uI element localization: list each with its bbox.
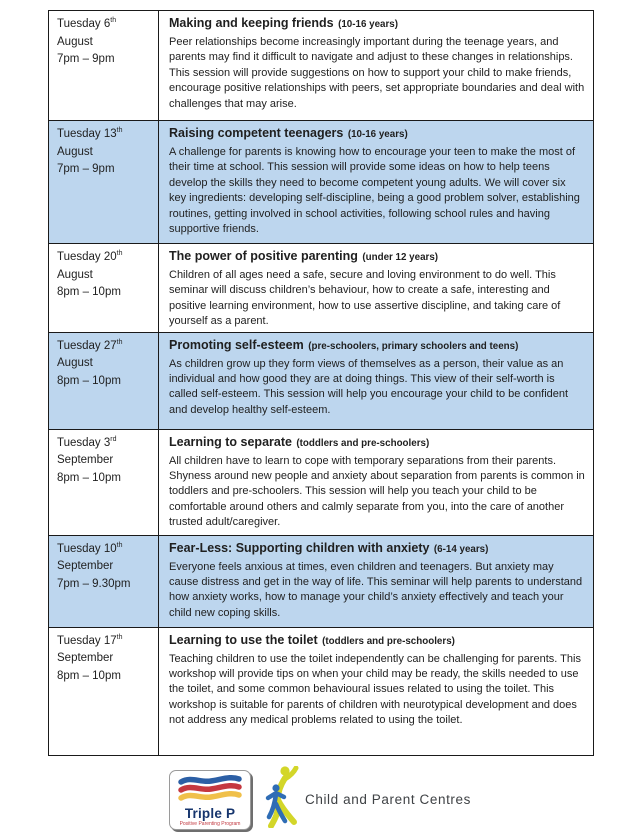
date-ordinal-suffix: th: [116, 633, 123, 641]
session-date-cell: [49, 332, 159, 429]
session-title-line: [169, 337, 585, 355]
session-time: 7pm – 9pm: [57, 53, 115, 65]
session-day-text: Tuesday 20: [57, 251, 117, 263]
session-day-text: Tuesday 13: [57, 128, 117, 140]
table-row: [49, 121, 594, 244]
session-title-line: [169, 248, 585, 266]
session-month: August: [57, 268, 93, 281]
session-title-line: [169, 540, 585, 558]
child-and-parent-centres-label: Child and Parent Centres: [305, 792, 471, 807]
table-row: [49, 332, 594, 429]
session-date-cell: [49, 121, 159, 244]
session-day: [57, 16, 154, 34]
session-age-range: (6-14 years): [433, 543, 489, 555]
date-ordinal-suffix: th: [116, 338, 123, 346]
session-time: 8pm – 10pm: [57, 374, 121, 387]
session-time: 8pm – 10pm: [57, 669, 121, 682]
session-age-range: (pre-schoolers, primary schoolers and teens): [308, 340, 519, 352]
session-day: [57, 126, 154, 144]
triple-p-wordmark: Triple P: [184, 805, 236, 821]
seminar-schedule-table: [48, 10, 594, 756]
session-description: Everyone feels anxious at times, even children and teenagers. But anxiety may cause distress and get in the way of life. This seminar will help parents to understand how anxiety works, how to manage your child’s anxiety effectively and teach your child new coping skills.: [169, 560, 583, 619]
table-row: [49, 429, 594, 535]
session-month: September: [57, 560, 114, 573]
table-row: [49, 11, 594, 121]
session-title: Raising competent teenagers: [169, 126, 344, 140]
session-description: Peer relationships become increasingly important during the teenage years, and parents may find it difficult to navigate and adjust to these changes in relationships. This session will provide suggestions on how to support your child to make friends, encourage positive relationships with peers, set appropriate boundaries and deal with challenges that may arise.: [169, 36, 585, 110]
session-description: All children have to learn to cope with temporary separations from their parents. Shyness around new people and anxiety about separation from parents is common in toddlers and pre-schoolers. This session will help you teach your child to be comfortable around others and calmly separate from you, into the care of another trusted adult/caregiver.: [169, 454, 585, 529]
session-details-cell: [159, 121, 594, 244]
session-time: 7pm – 9pm: [57, 163, 115, 175]
session-age-range: (toddlers and pre-schoolers): [296, 437, 430, 449]
session-description: Teaching children to use the toilet independently can be challenging for parents. This workshop will provide tips on when your child may be ready, the skills needed to use the toilet, and some common behavioural issues related to using the toilet. This workshop is suitable for parents of children with neurotypical development and does not address any medical problems related to using the toilet.: [169, 652, 581, 727]
table-row: [49, 535, 594, 627]
date-ordinal-suffix: th: [116, 541, 123, 549]
session-time: 8pm – 10pm: [57, 286, 121, 298]
session-details-cell: [159, 627, 594, 755]
session-day-text: Tuesday 27: [57, 339, 117, 352]
session-title-line: [169, 434, 585, 452]
session-day: [57, 541, 154, 559]
session-time: 8pm – 10pm: [57, 471, 121, 484]
session-title: Learning to separate: [169, 434, 292, 449]
table-row: [49, 627, 594, 755]
date-ordinal-suffix: th: [116, 127, 123, 135]
session-title-line: [169, 125, 585, 143]
session-day: [57, 338, 154, 356]
footer-logos: [0, 766, 640, 833]
triple-p-tagline: Positive Parenting Program: [179, 820, 241, 827]
session-date-cell: [49, 244, 159, 333]
session-day-text: Tuesday 17: [57, 634, 117, 647]
session-description: Children of all ages need a safe, secure and loving environment to do well. This seminar will discuss children’s behaviour, how to create a safe, interesting and positive learning environment, how to use assertive discipline, and taking care of yourself as a parent.: [169, 269, 561, 328]
session-age-range: (10-16 years): [338, 19, 398, 30]
date-ordinal-suffix: th: [110, 17, 117, 25]
triple-p-waves-icon: [177, 774, 243, 807]
session-month: September: [57, 454, 114, 467]
session-time: 7pm – 9.30pm: [57, 577, 131, 590]
session-day: [57, 435, 154, 453]
session-details-cell: [159, 332, 594, 429]
triple-p-logo: [169, 770, 251, 830]
session-description: A challenge for parents is knowing how to encourage your teen to make the most of their time at school. This session will provide some ideas on how to help teens develop the skills they need to become competent young adults. We will cover six key ingredients: developing self-discipline, being a good problem solver, establishing routines, getting involved in school activities, following school rules and having supportive friends.: [169, 146, 580, 236]
session-title-line: [169, 15, 585, 33]
date-ordinal-suffix: th: [116, 250, 123, 258]
session-age-range: (10-16 years): [347, 129, 408, 140]
date-ordinal-suffix: rd: [110, 435, 117, 443]
session-title-line: [169, 632, 585, 650]
session-title: The power of positive parenting: [169, 249, 358, 263]
session-details-cell: [159, 11, 594, 121]
session-title: Fear-Less: Supporting children with anxiety: [169, 540, 430, 555]
session-month: August: [57, 35, 93, 48]
session-title: Making and keeping friends: [169, 16, 334, 30]
session-age-range: (under 12 years): [362, 252, 439, 263]
session-title: Learning to use the toilet: [169, 632, 318, 647]
session-day-text: Tuesday 3: [57, 436, 111, 449]
session-details-cell: [159, 429, 594, 535]
session-month: August: [57, 357, 93, 370]
session-date-cell: [49, 535, 159, 627]
session-description: As children grow up they form views of themselves as a person, their value as an individual and how good they are at doing things. This view of their self-worth is called self-esteem. This session will help you encourage your child to be confident and develop healthy self-esteem.: [169, 357, 569, 416]
session-title: Promoting self-esteem: [169, 337, 304, 352]
session-day: [57, 633, 154, 651]
session-day: [57, 249, 154, 267]
session-details-cell: [159, 244, 594, 333]
session-age-range: (toddlers and pre-schoolers): [322, 635, 455, 647]
session-day-text: Tuesday 6: [57, 18, 111, 30]
session-date-cell: [49, 11, 159, 121]
session-details-cell: [159, 535, 594, 627]
table-row: [49, 244, 594, 333]
session-day-text: Tuesday 10: [57, 542, 117, 555]
session-month: September: [57, 652, 114, 665]
session-date-cell: [49, 429, 159, 535]
child-and-parent-centres-logo: [265, 766, 471, 833]
session-date-cell: [49, 627, 159, 755]
session-month: August: [57, 145, 93, 158]
person-figures-icon: [265, 766, 299, 833]
